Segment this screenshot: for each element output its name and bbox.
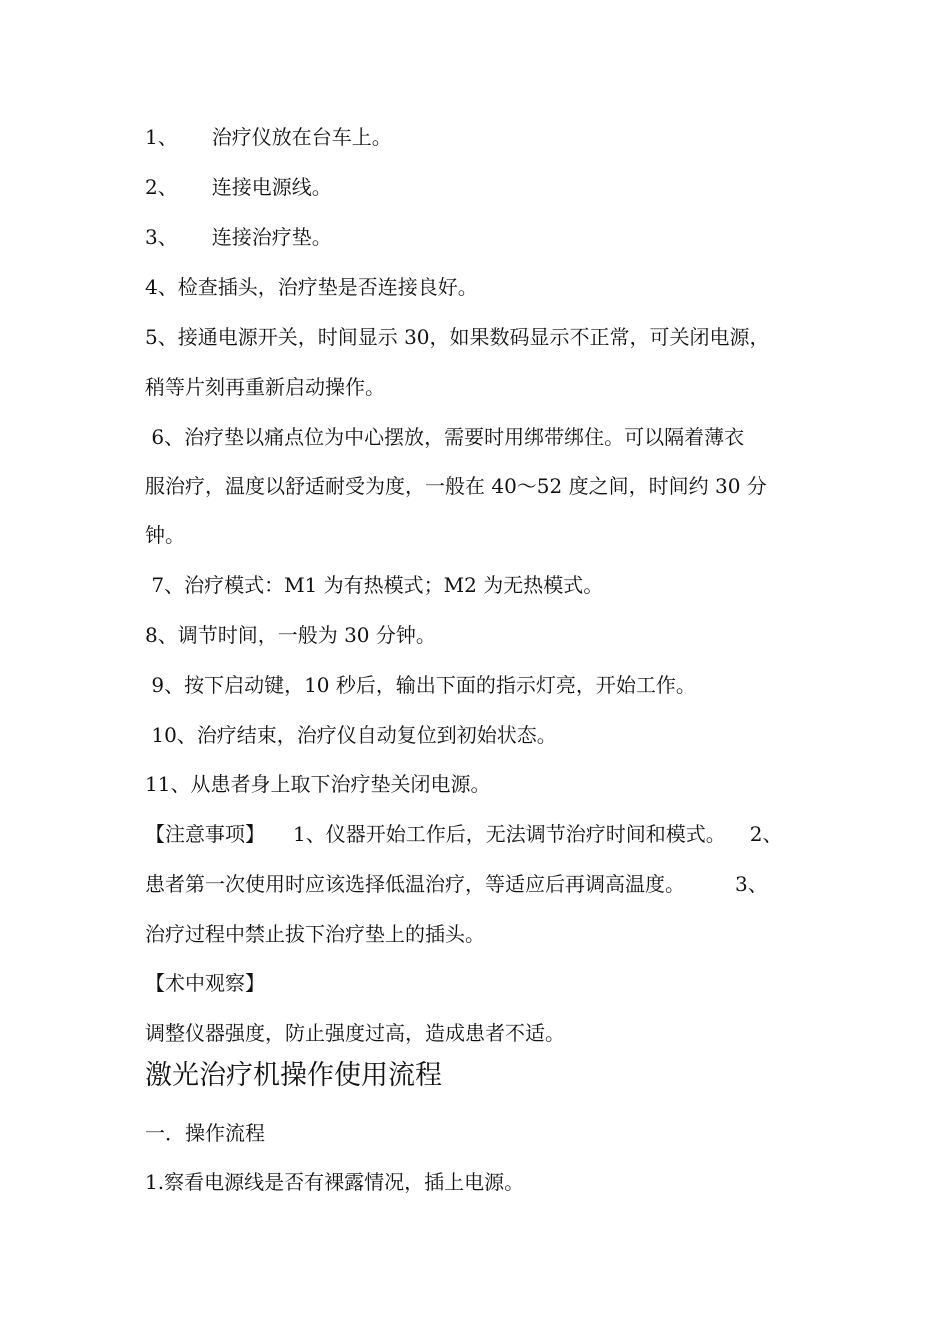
step-1-text: 治疗仪放在台车上。 (211, 125, 392, 149)
notes-line-2 (145, 871, 825, 897)
step-10: 10、治疗结束，治疗仪自动复位到初始状态。 (145, 723, 557, 747)
step-6-line-3: 钟。 (145, 523, 185, 547)
notes-line-1 (145, 821, 825, 847)
step-3-number: 3、 (145, 225, 178, 249)
laser-title: 激光治疗机操作使用流程 (145, 1060, 442, 1091)
step-6-line-1: 6、治疗垫以痛点位为中心摆放，需要时用绑带绑住。可以隔着薄衣 (145, 425, 745, 449)
laser-section-heading: 一．操作流程 (145, 1121, 265, 1145)
step-6-line-2: 服治疗，温度以舒适耐受为度，一般在 40～52 度之间，时间约 30 分 (145, 474, 767, 498)
step-9: 9、按下启动键，10 秒后，输出下面的指示灯亮，开始工作。 (145, 673, 696, 697)
notes-label: 【注意事项】 (145, 822, 265, 846)
step-1-number: 1、 (145, 125, 178, 149)
observation-label: 【术中观察】 (145, 971, 265, 995)
observation-text: 调整仪器强度，防止强度过高，造成患者不适。 (145, 1021, 565, 1045)
notes-item-2-text: 患者第一次使用时应该选择低温治疗，等适应后再调高温度。 (145, 872, 685, 896)
step-8: 8、调节时间，一般为 30 分钟。 (145, 623, 436, 647)
step-1 (145, 124, 825, 150)
notes-item-1: 1、仪器开始工作后，无法调节治疗时间和模式。 (293, 822, 726, 846)
step-2-text: 连接电源线。 (211, 175, 332, 199)
step-3 (145, 224, 825, 250)
step-5-line-2: 稍等片刻再重新启动操作。 (145, 375, 385, 399)
step-5-line-1: 5、接通电源开关，时间显示 30，如果数码显示不正常，可关闭电源， (145, 325, 770, 349)
step-3-text: 连接治疗垫。 (211, 225, 332, 249)
step-2 (145, 174, 825, 200)
notes-item-2-number: 2、 (749, 822, 783, 846)
step-4: 4、检查插头，治疗垫是否连接良好。 (145, 275, 478, 299)
notes-item-3-text: 治疗过程中禁止拔下治疗垫上的插头。 (145, 922, 485, 946)
notes-item-3-number: 3、 (735, 872, 768, 896)
step-11: 11、从患者身上取下治疗垫关闭电源。 (145, 772, 491, 796)
step-2-number: 2、 (145, 175, 178, 199)
laser-step-1: 1.察看电源线是否有裸露情况，插上电源。 (145, 1170, 525, 1194)
step-7: 7、治疗模式：M1 为有热模式；M2 为无热模式。 (145, 573, 604, 597)
